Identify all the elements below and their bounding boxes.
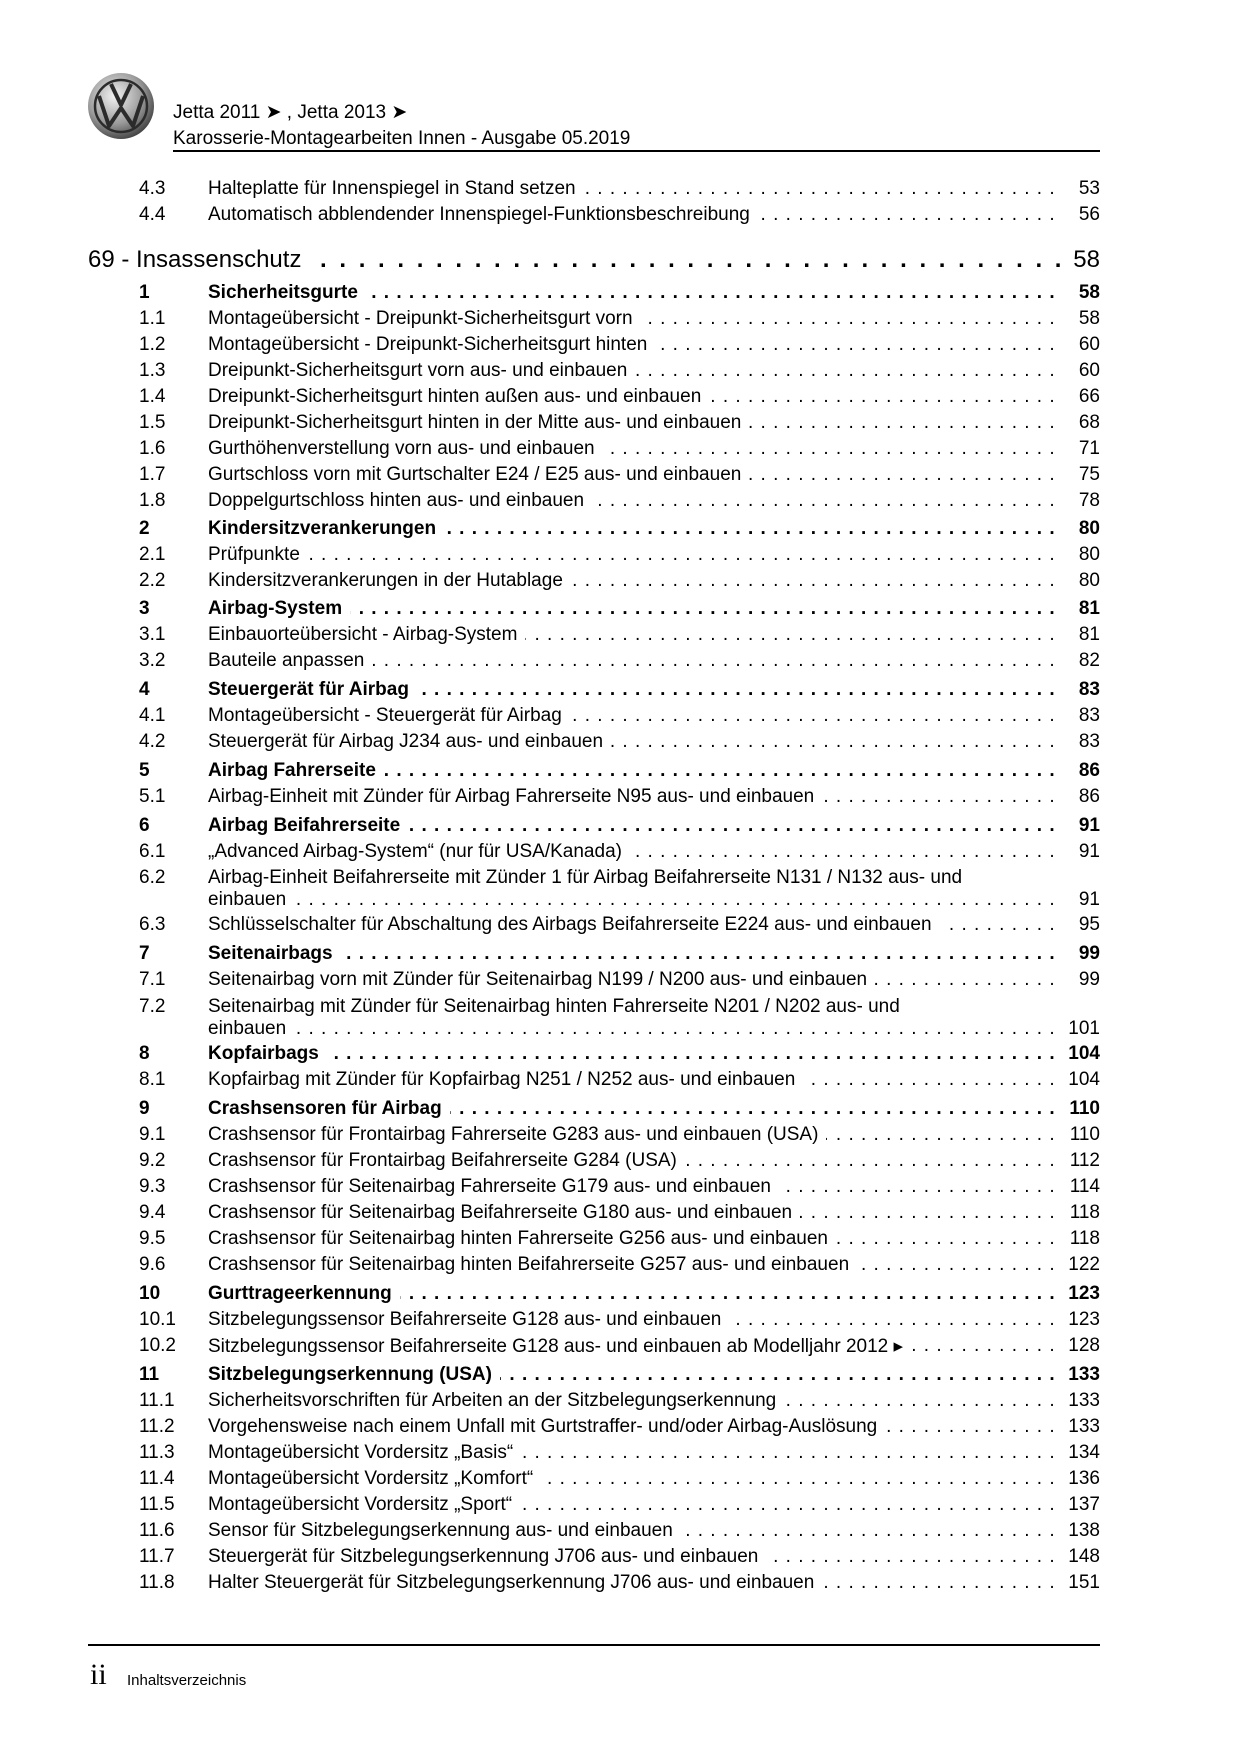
toc-entry-page: 80 — [1078, 570, 1100, 591]
toc-entry-number: 11.5 — [139, 1494, 175, 1515]
toc-entry-number: 2.2 — [139, 570, 166, 591]
footer-section-label: Inhaltsverzeichnis — [127, 1672, 247, 1689]
toc-entry-page: 82 — [1078, 650, 1100, 671]
toc-entry-number: 5.1 — [139, 786, 166, 807]
toc-entry-page: 123 — [1068, 1283, 1100, 1304]
toc-entry-number: 11.4 — [139, 1468, 175, 1489]
toc-entry-number: 10.2 — [139, 1335, 176, 1356]
toc-entry-page: 122 — [1068, 1254, 1100, 1275]
toc-entry-title: Automatisch abblendender Innenspiegel-Funktionsbeschreibung — [208, 204, 758, 225]
toc-entry-number: 1.8 — [139, 490, 166, 511]
toc-entry-page: 138 — [1068, 1520, 1100, 1541]
toc-entry-title: Crashsensoren für Airbag — [208, 1098, 450, 1119]
toc-entry-title: Sicherheitsgurte — [208, 282, 366, 303]
toc-entry-page: 136 — [1068, 1468, 1100, 1489]
toc-entry-page: 104 — [1068, 1043, 1100, 1064]
page-header — [0, 0, 1240, 160]
toc-entry-title: Montageübersicht Vordersitz „Basis“ — [208, 1442, 521, 1463]
toc-entry-page: 110 — [1069, 1124, 1100, 1145]
toc-entry-title: Dreipunkt-Sicherheitsgurt hinten in der Mitte aus- und einbauen — [208, 412, 749, 433]
header-divider — [173, 150, 1100, 152]
toc-entry-page: 95 — [1078, 914, 1100, 935]
toc-entry-title: Steuergerät für Sitzbelegungserkennung J706 aus- und einbauen — [208, 1546, 766, 1567]
toc-entry-title: Kindersitzverankerungen — [208, 518, 444, 539]
toc-entry-number: 9 — [139, 1098, 150, 1119]
toc-entry-page: 110 — [1069, 1098, 1100, 1119]
toc-entry-page: 133 — [1068, 1416, 1100, 1437]
toc-entry-title: Crashsensor für Seitenairbag hinten Beifahrerseite G257 aus- und einbauen — [208, 1254, 857, 1275]
toc-entry-title: Sicherheitsvorschriften für Arbeiten an der Sitzbelegungserkennung — [208, 1390, 784, 1411]
toc-entry-page: 133 — [1068, 1364, 1100, 1385]
page-number: ii — [90, 1658, 107, 1691]
toc-entry-number: 7 — [139, 943, 150, 964]
toc-chapter-69[interactable] — [88, 246, 1100, 280]
toc-entry-number: 11.1 — [139, 1390, 175, 1411]
toc-entry-number: 8.1 — [139, 1069, 166, 1090]
toc-entry-page: 118 — [1069, 1202, 1100, 1223]
toc-entry-number: 10 — [139, 1283, 161, 1304]
toc-entry-title: Sensor für Sitzbelegungserkennung aus- und einbauen — [208, 1520, 681, 1541]
toc-entry-page: 58 — [1078, 308, 1100, 329]
toc-entry-title: Gurttrageerkennung — [208, 1283, 400, 1304]
footer-divider — [88, 1644, 1100, 1646]
toc-entry-page: 80 — [1078, 518, 1100, 539]
toc-entry-number: 6.1 — [139, 841, 166, 862]
toc-entry-title: Steuergerät für Airbag — [208, 679, 417, 700]
toc-entry-page: 58 — [1078, 282, 1100, 303]
toc-entry-number: 9.6 — [139, 1254, 166, 1275]
toc-entry-page: 78 — [1078, 490, 1100, 511]
toc-entry-title: Crashsensor für Frontairbag Beifahrerseite G284 (USA) — [208, 1150, 685, 1171]
toc-entry-title: Prüfpunkte — [208, 544, 308, 565]
toc-entry-title: Airbag-System — [208, 598, 350, 619]
toc-entry-page: 60 — [1078, 334, 1100, 355]
toc-entry-title: Seitenairbags — [208, 943, 341, 964]
toc-entry-title: Airbag-Einheit mit Zünder für Airbag Fahrerseite N95 aus- und einbauen — [208, 786, 822, 807]
toc-entry-title: Dreipunkt-Sicherheitsgurt hinten außen aus- und einbauen — [208, 386, 709, 407]
toc-entry-title: Vorgehensweise nach einem Unfall mit Gurtstraffer- und/oder Airbag-Auslösung — [208, 1416, 885, 1437]
toc-entry-page: 114 — [1069, 1176, 1100, 1197]
toc-entry-number: 9.1 — [139, 1124, 166, 1145]
toc-entry-number: 11.6 — [139, 1520, 175, 1541]
toc-entry-number: 6.3 — [139, 914, 166, 935]
toc-entry-title: Crashsensor für Seitenairbag Fahrerseite G179 aus- und einbauen — [208, 1176, 779, 1197]
toc-entry-page: 137 — [1068, 1494, 1100, 1515]
toc-entry-page: 80 — [1078, 544, 1100, 565]
toc-entry-number: 11.7 — [139, 1546, 175, 1567]
toc-entry-title: Einbauorteübersicht - Airbag-System — [208, 624, 525, 645]
toc-entry-title: Airbag Fahrerseite — [208, 760, 384, 781]
toc-entry-number: 10.1 — [139, 1309, 176, 1330]
toc-entry-title: Halter Steuergerät für Sitzbelegungserkennung J706 aus- und einbauen — [208, 1572, 822, 1593]
toc-entry-number: 1.4 — [139, 386, 166, 407]
toc-entry-page: 56 — [1078, 204, 1100, 225]
toc-entry-title: Kopfairbag mit Zünder für Kopfairbag N251 / N252 aus- und einbauen — [208, 1069, 803, 1090]
toc-entry-number: 11.2 — [139, 1416, 175, 1437]
toc-entry-number: 4 — [139, 679, 150, 700]
toc-entry-page: 83 — [1078, 679, 1100, 700]
toc-entry-title: Seitenairbag mit Zünder für Seitenairbag hinten Fahrerseite N201 / N202 aus- und — [208, 996, 1060, 1018]
toc-entry-title: Crashsensor für Seitenairbag hinten Fahrerseite G256 aus- und einbauen — [208, 1228, 836, 1249]
toc-entry-title: Crashsensor für Seitenairbag Beifahrerseite G180 aus- und einbauen — [208, 1202, 800, 1223]
header-model: Jetta 2011 ➤ , Jetta 2013 ➤ — [173, 102, 408, 123]
toc-entry-number: 8 — [139, 1043, 150, 1064]
toc-entry-number: 9.2 — [139, 1150, 166, 1171]
toc-entry-title: Sitzbelegungserkennung (USA) — [208, 1364, 500, 1385]
toc-entry-page: 86 — [1078, 760, 1100, 781]
toc-entry-number: 2 — [139, 518, 150, 539]
toc-entry-number: 11.3 — [139, 1442, 175, 1463]
toc-entry-title: Sitzbelegungssensor Beifahrerseite G128 aus- und einbauen ab Modelljahr 2012 ▸ — [208, 1336, 911, 1357]
toc-entry-page: 68 — [1078, 412, 1100, 433]
toc-entry-title: Montageübersicht - Steuergerät für Airbag — [208, 705, 570, 726]
toc-entry-page: 101 — [1068, 1018, 1100, 1039]
toc-entry-title: Kopfairbags — [208, 1043, 327, 1064]
toc-entry-number: 1.1 — [139, 308, 166, 329]
toc-entry-page: 112 — [1069, 1150, 1100, 1171]
toc-entry-page: 134 — [1068, 1442, 1100, 1463]
toc-entry-page: 91 — [1078, 841, 1100, 862]
toc-entry-page: 133 — [1068, 1390, 1100, 1411]
toc-entry-number: 9.5 — [139, 1228, 166, 1249]
toc-entry-title: Dreipunkt-Sicherheitsgurt vorn aus- und einbauen — [208, 360, 635, 381]
toc-entry-title-continued: einbauen — [208, 889, 294, 910]
toc-entry-page: 83 — [1078, 731, 1100, 752]
toc-entry-title: Gurtschloss vorn mit Gurtschalter E24 / E25 aus- und einbauen — [208, 464, 749, 485]
header-manual-title: Karosserie-Montagearbeiten Innen - Ausgabe 05.2019 — [173, 128, 631, 149]
toc-entry-number: 1.3 — [139, 360, 166, 381]
toc-entry-title: Steuergerät für Airbag J234 aus- und einbauen — [208, 731, 611, 752]
toc-entry-title: Sitzbelegungssensor Beifahrerseite G128 aus- und einbauen — [208, 1309, 729, 1330]
toc-entry-number: 1.2 — [139, 334, 166, 355]
toc-entry-number: 4.2 — [139, 731, 166, 752]
toc-entry-page: 86 — [1078, 786, 1100, 807]
toc-entry-page: 81 — [1078, 624, 1100, 645]
toc-entry-title: Montageübersicht Vordersitz „Komfort“ — [208, 1468, 541, 1489]
toc-entry-title: Kindersitzverankerungen in der Hutablage — [208, 570, 571, 591]
toc-entry-title: Doppelgurtschloss hinten aus- und einbauen — [208, 490, 592, 511]
toc-entry-page: 104 — [1068, 1069, 1100, 1090]
toc-entry-number: 3 — [139, 598, 150, 619]
chapter-page: 58 — [1063, 246, 1100, 274]
toc-entry-page: 91 — [1078, 889, 1100, 910]
toc-entry-title: Montageübersicht Vordersitz „Sport“ — [208, 1494, 520, 1515]
toc-entry-number: 1.7 — [139, 464, 166, 485]
toc-entry-title-continued: einbauen — [208, 1018, 294, 1039]
toc-entry-number: 2.1 — [139, 544, 166, 565]
toc-entry-number: 7.2 — [139, 996, 166, 1017]
toc-entry-number: 4.3 — [139, 178, 166, 199]
toc-entry-number: 9.3 — [139, 1176, 166, 1197]
toc-entry-title: Airbag-Einheit Beifahrerseite mit Zünder 1 für Airbag Beifahrerseite N131 / N132 aus- und — [208, 867, 1060, 889]
toc-entry-number: 11.8 — [139, 1572, 175, 1593]
toc-entry-page: 148 — [1068, 1546, 1100, 1567]
chapter-title: 69 - Insassenschutz — [88, 246, 311, 273]
toc-entry-title: Montageübersicht - Dreipunkt-Sicherheitsgurt hinten — [208, 334, 655, 355]
toc-entry-title: Schlüsselschalter für Abschaltung des Airbags Beifahrerseite E224 aus- und einbauen — [208, 914, 940, 935]
toc-entry-page: 66 — [1078, 386, 1100, 407]
toc-entry-page: 151 — [1068, 1572, 1100, 1593]
toc-entry-title: Seitenairbag vorn mit Zünder für Seitenairbag N199 / N200 aus- und einbauen — [208, 969, 875, 990]
toc-entry-title: Gurthöhenverstellung vorn aus- und einbauen — [208, 438, 603, 459]
toc-entry-page: 91 — [1078, 815, 1100, 836]
toc-entry-page: 83 — [1078, 705, 1100, 726]
toc-entry-title: Halteplatte für Innenspiegel in Stand setzen — [208, 178, 584, 199]
toc-entry-title: „Advanced Airbag-System“ (nur für USA/Kanada) — [208, 841, 630, 862]
toc-entry-number: 4.4 — [139, 204, 166, 225]
toc-entry-page: 128 — [1068, 1335, 1100, 1356]
toc-entry-page: 123 — [1068, 1309, 1100, 1330]
toc-entry-number: 9.4 — [139, 1202, 166, 1223]
toc-entry-number: 11 — [139, 1364, 160, 1385]
toc-entry-number: 5 — [139, 760, 150, 781]
toc-entry-number: 4.1 — [139, 705, 166, 726]
toc-entry-number: 6.2 — [139, 867, 166, 888]
toc-entry-title: Crashsensor für Frontairbag Fahrerseite G283 aus- und einbauen (USA) — [208, 1124, 826, 1145]
toc-entry-number: 3.2 — [139, 650, 166, 671]
toc-entry-number: 6 — [139, 815, 150, 836]
toc-entry-page: 81 — [1078, 598, 1100, 619]
toc-entry-title: Airbag Beifahrerseite — [208, 815, 408, 836]
toc-entry-title: Montageübersicht - Dreipunkt-Sicherheitsgurt vorn — [208, 308, 641, 329]
toc-entry-number: 1.6 — [139, 438, 166, 459]
toc-entry-number: 1.5 — [139, 412, 166, 433]
toc-entry-page: 75 — [1078, 464, 1100, 485]
toc-entry-page: 99 — [1078, 943, 1100, 964]
toc-entry-page: 53 — [1078, 178, 1100, 199]
toc-entry-page: 71 — [1078, 438, 1100, 459]
toc-entry-number: 1 — [139, 282, 150, 303]
toc-entry-page: 99 — [1078, 969, 1100, 990]
toc-entry-page: 118 — [1069, 1228, 1100, 1249]
toc-entry-number: 7.1 — [139, 969, 166, 990]
vw-logo-icon — [87, 72, 155, 140]
toc-entry-number: 3.1 — [139, 624, 166, 645]
toc-entry-title: Bauteile anpassen — [208, 650, 372, 671]
toc-entry-page: 60 — [1078, 360, 1100, 381]
